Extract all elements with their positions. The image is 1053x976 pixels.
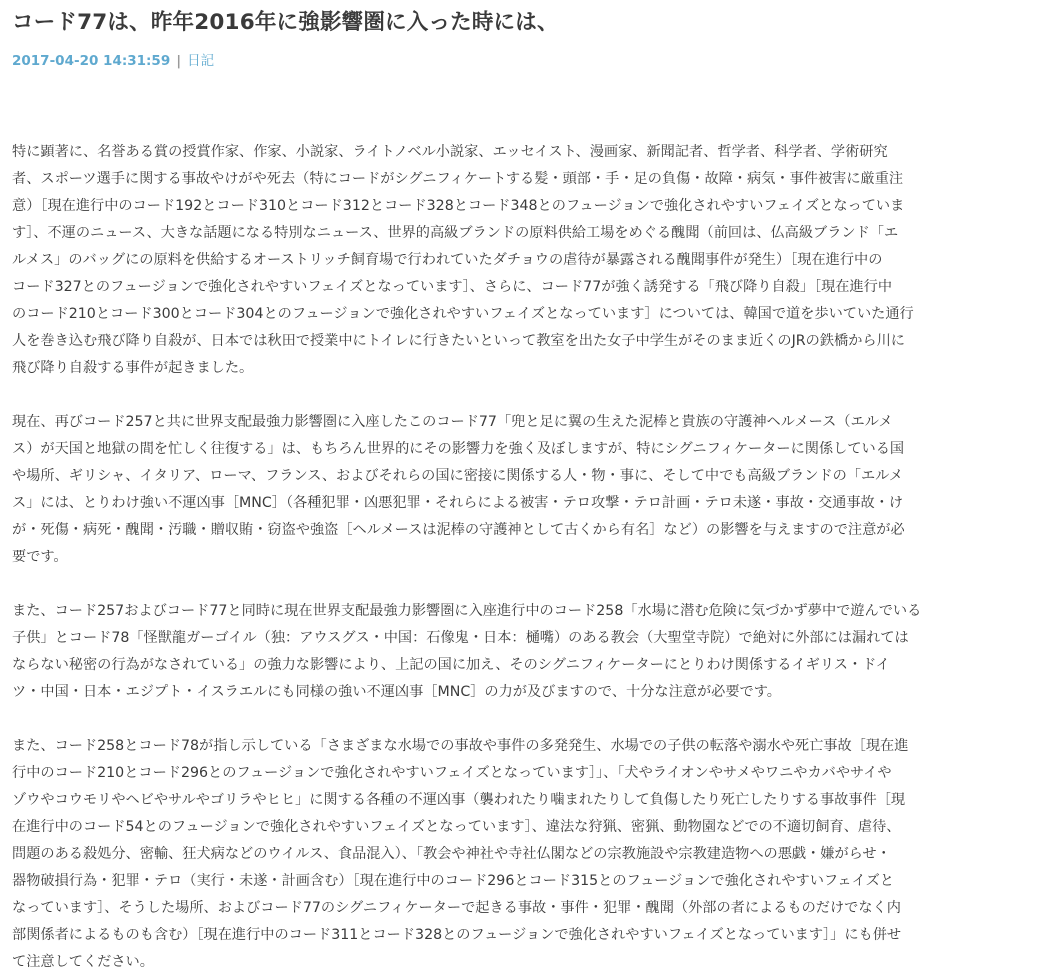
paragraph-line: ならない秘密の行為がなされている」の強力な影響により、上記の国に加え、そのシグニフィケーターにとりわけ関係するイギリス・ドイ <box>12 657 890 673</box>
post-body <box>12 139 1039 976</box>
paragraph-line: コード327とのフュージョンで強化されやすいフェイズとなっています］、さらに、コード77が強く誘発する「飛び降り自殺」［現在進行中 <box>12 279 893 295</box>
paragraph-line: 在進行中のコード54とのフュージョンで強化されやすいフェイズとなっています］、違法な狩猟、密猟、動物園などでの不適切飼育、虐待、 <box>12 819 901 835</box>
paragraph-line: ルメス」のバッグにの原料を供給するオーストリッチ飼育場で行われていたダチョウの虐待が暴露される醜聞事件が発生）［現在進行中の <box>12 252 883 268</box>
post-meta <box>12 52 1039 70</box>
paragraph-line: のコード210とコード300とコード304とのフュージョンで強化されやすいフェイズとなっています］については、韓国で道を歩いていた通行 <box>12 306 914 322</box>
paragraph-line: 問題のある殺処分、密輸、狂犬病などのウイルス、食品混入）、「教会や神社や寺社仏閣などの宗教施設や宗教建造物への悪戯・嫌がらせ・ <box>12 846 891 862</box>
paragraph-line: 現在、再びコード257と共に世界支配最強力影響圏に入座したこのコード77「兜と足に翼の生えた泥棒と貴族の守護神ヘルメース（エルメ <box>12 414 893 430</box>
paragraph-line: また、コード258とコード78が指し示している「さまざまな水場での事故や事件の多発発生、水場での子供の転落や溺水や死亡事故［現在進 <box>12 738 909 754</box>
category-link[interactable]: 日記 <box>187 53 215 69</box>
paragraph-line: す］、不運のニュース、大きな話題になる特別なニュース、世界的高級ブランドの原料供給工場をめぐる醜聞（前回は、仏高級ブランド「エ <box>12 225 899 241</box>
paragraph-line: ツ・中国・日本・エジプト・イスラエルにも同様の強い不運凶事［MNC］の力が及びますので、十分な注意が必要です。 <box>12 684 781 700</box>
paragraph-line: て注意してください。 <box>12 954 154 970</box>
paragraph <box>12 733 1039 976</box>
paragraph-line: や場所、ギリシャ、イタリア、ローマ、フランス、およびそれらの国に密接に関係する人・物・事に、そして中でも高級ブランドの「エルメ <box>12 468 904 484</box>
paragraph-line: 者、スポーツ選手に関する事故やけがや死去（特にコードがシグニフィケートする髪・頭部・手・足の負傷・故障・病気・事件被害に厳重注 <box>12 171 904 187</box>
paragraph-line: ス）が天国と地獄の間を忙しく往復する」は、もちろん世界的にその影響力を強く及ぼしますが、特にシグニフィケーターに関係している国 <box>12 441 905 457</box>
paragraph-line: 行中のコード210とコード296とのフュージョンで強化されやすいフェイズとなっています］」、「犬やライオンやサメやワニやカバやサイや <box>12 765 892 781</box>
paragraph-line: ス」には、とりわけ強い不運凶事［MNC］（各種犯罪・凶悪犯罪・それらによる被害・テロ攻撃・テロ計画・テロ未遂・事故・交通事故・け <box>12 495 904 511</box>
paragraph-line: 器物破損行為・犯罪・テロ（実行・未遂・計画含む）［現在進行中のコード296とコード315とのフュージョンで強化されやすいフェイズと <box>12 873 894 889</box>
post-title: コード77は、昨年2016年に強影響圏に入った時には、 <box>12 10 559 35</box>
paragraph-line: 意）［現在進行中のコード192とコード310とコード312とコード328とコード348とのフュージョンで強化されやすいフェイズとなっていま <box>12 198 905 214</box>
paragraph <box>12 409 1039 571</box>
paragraph-line: が・死傷・病死・醜聞・汚職・贈収賄・窃盗や強盗［ヘルメースは泥棒の守護神として古くから有名］など）の影響を与えますので注意が必 <box>12 522 905 538</box>
paragraph-line: なっています］、そうした場所、およびコード77のシグニフィケーターで起きる事故・事件・犯罪・醜聞（外部の者によるものだけでなく内 <box>12 900 901 916</box>
post-date: 2017-04-20 14:31:59 <box>12 53 171 69</box>
paragraph-line: 人を巻き込む飛び降り自殺が、日本では秋田で授業中にトイレに行きたいといって教室を出た女子中学生がそのまま近くのJRの鉄橋から川に <box>12 333 905 349</box>
paragraph <box>12 139 1039 382</box>
paragraph-line: 特に顕著に、名誉ある賞の授賞作家、作家、小説家、ライトノベル小説家、エッセイスト、漫画家、新聞記者、哲学者、科学者、学術研究 <box>12 144 888 160</box>
paragraph-line: ゾウやコウモリやヘビやサルやゴリラやヒヒ」に関する各種の不運凶事（襲われたり噛まれたりして負傷したり死亡したりする事故事件［現 <box>12 792 906 808</box>
paragraph-line: 子供」とコード78「怪獣龍ガーゴイル（独：アウスグス・中国：石像鬼・日本：樋嘴）のある教会（大聖堂寺院）で絶対に外部には漏れては <box>12 630 909 646</box>
paragraph-line: 要です。 <box>12 549 68 565</box>
paragraph-line: 部関係者によるものも含む）［現在進行中のコード311とコード328とのフュージョンで強化されやすいフェイズとなっています］」にも併せ <box>12 927 902 943</box>
paragraph <box>12 598 1039 706</box>
paragraph-line: 飛び降り自殺する事件が起きました。 <box>12 360 254 376</box>
paragraph-line: また、コード257およびコード77と同時に現在世界支配最強力影響圏に入座進行中のコード258「水場に潜む危険に気づかず夢中で遊んでいる <box>12 603 922 619</box>
meta-separator: | <box>176 53 182 69</box>
